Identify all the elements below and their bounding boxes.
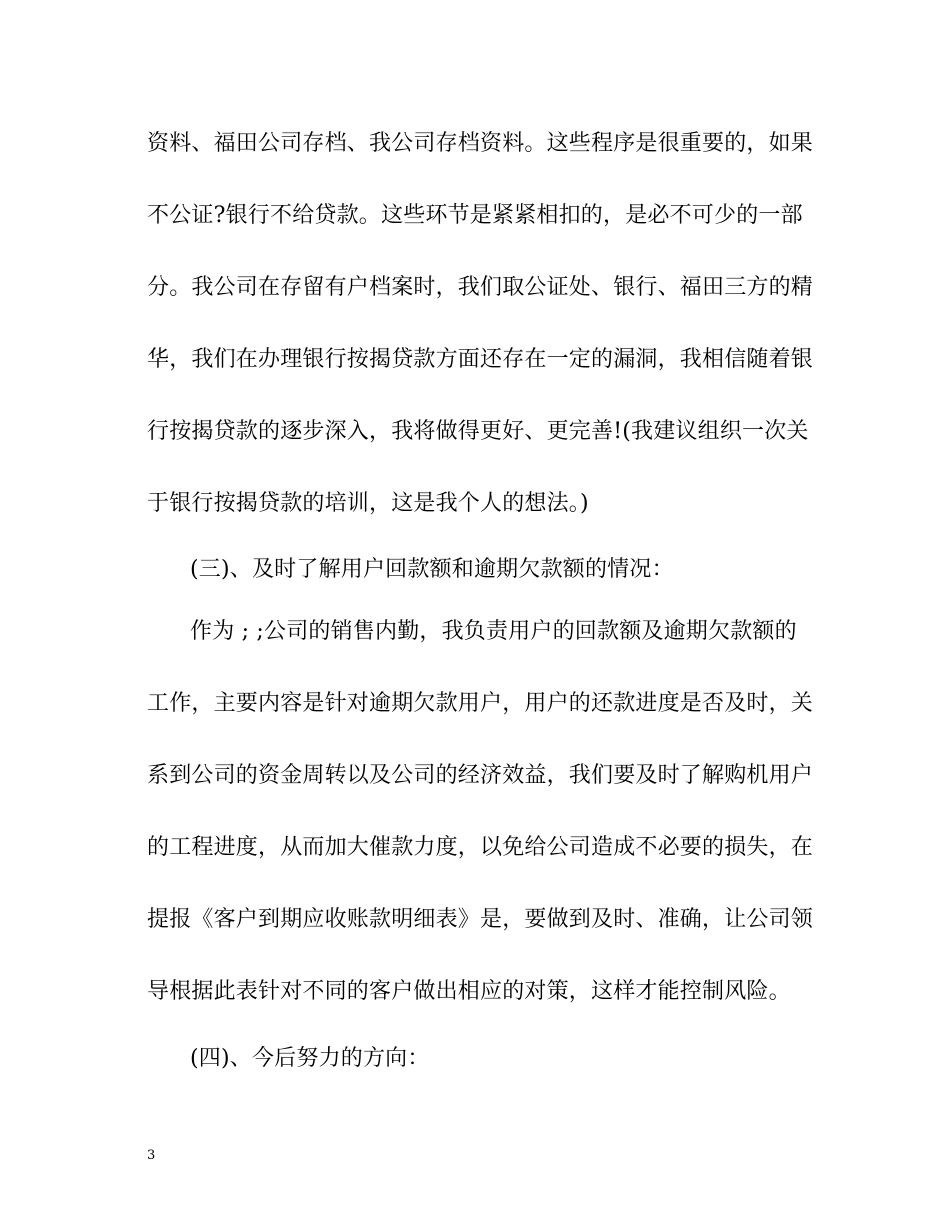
text-line-1: 资料、福田公司存档、我公司存档资料。这些程序是很重要的，如果 xyxy=(147,131,814,156)
text-line-2: 不公证?银行不给贷款。这些环节是紧紧相扣的，是必不可少的一部 xyxy=(147,203,803,228)
page-number: 3 xyxy=(147,1148,156,1163)
text-line-4: 华，我们在办理银行按揭贷款方面还存在一定的漏洞，我相信随着银 xyxy=(147,347,814,372)
text-line-6: 于银行按揭贷款的培训，这是我个人的想法。) xyxy=(147,491,589,516)
text-line-9: 工作，主要内容是针对逾期欠款用户，用户的还款进度是否及时，关 xyxy=(147,691,814,716)
text-line-10: 系到公司的资金周转以及公司的经济效益，我们要及时了解购机用户 xyxy=(147,763,814,788)
text-line-12: 提报《客户到期应收账款明细表》是，要做到及时、准确，让公司领 xyxy=(147,907,814,932)
text-line-5: 行按揭贷款的逐步深入，我将做得更好、更完善!(我建议组织一次关 xyxy=(147,419,809,444)
section-heading-4: (四)、今后努力的方向： xyxy=(190,1046,430,1071)
text-line-8: 作为 ; ;公司的销售内勤，我负责用户的回款额及逾期欠款额的 xyxy=(190,619,797,644)
text-line-13: 导根据此表针对不同的客户做出相应的对策，这样才能控制风险。 xyxy=(147,979,791,1004)
text-line-3: 分。我公司在存留有户档案时，我们取公证处、银行、福田三方的精 xyxy=(147,275,814,300)
section-heading-3: (三)、及时了解用户回款额和逾期欠款额的情况： xyxy=(190,557,674,582)
text-line-11: 的工程进度，从而加大催款力度，以免给公司造成不必要的损失，在 xyxy=(147,835,814,860)
